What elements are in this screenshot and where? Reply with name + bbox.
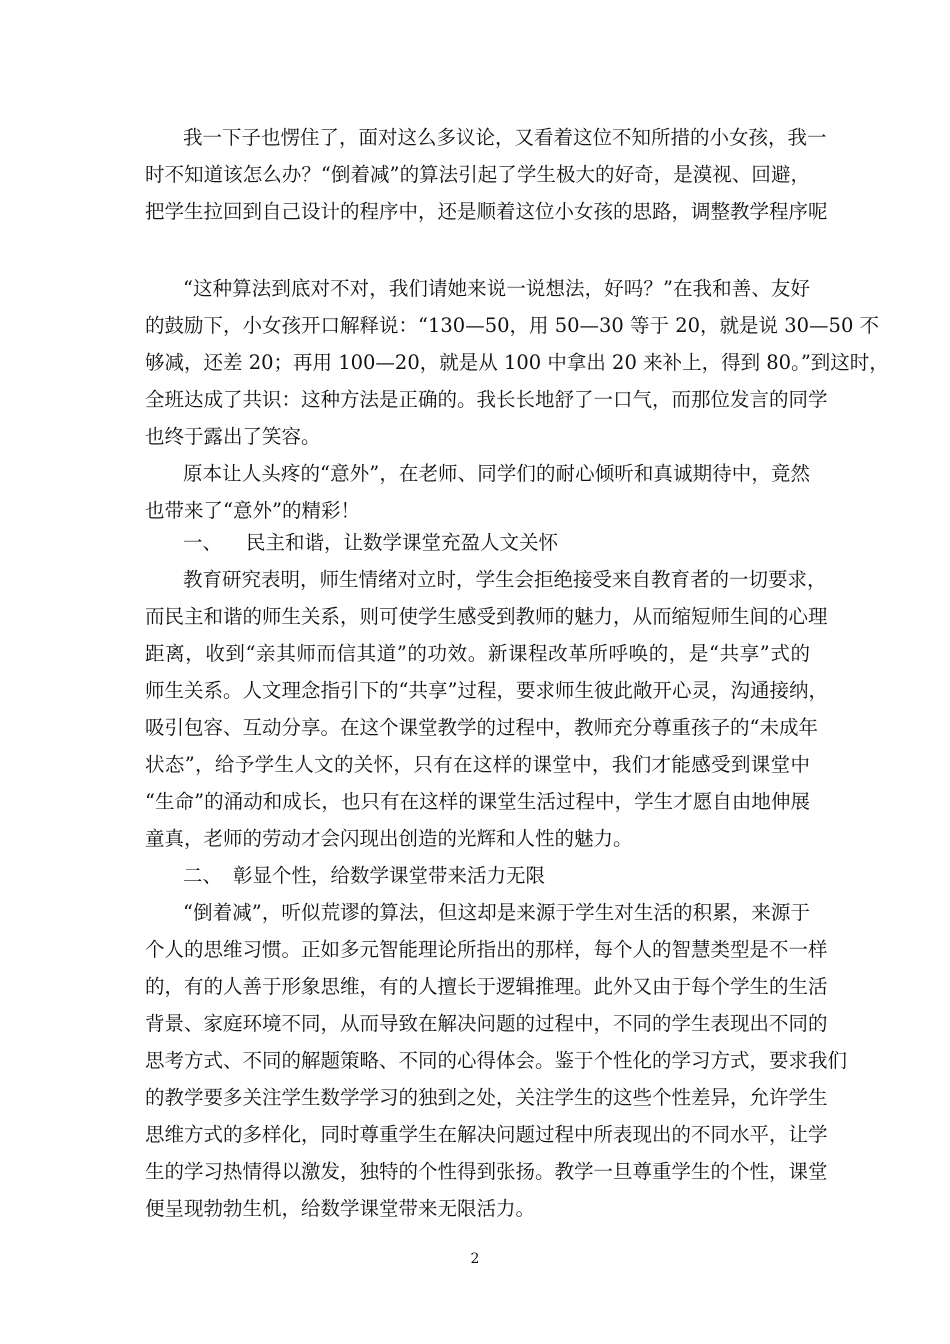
paragraph-3-line-2: 也带来了“意外”的精彩！ <box>145 499 360 522</box>
paragraph-4-line-2: 而民主和谐的师生关系，则可使学生感受到教师的魅力，从而缩短师生间的心理 <box>145 605 828 628</box>
paragraph-5-line-9: 便呈现勃勃生机，给数学课堂带来无限活力。 <box>145 1197 536 1220</box>
paragraph-2-line-1: “这种算法到底对不对，我们请她来说一说想法，好吗？”在我和善、友好 <box>183 277 810 300</box>
paragraph-5-line-3: 的，有的人善于形象思维，有的人擅长于逻辑推理。此外又由于每个学生的生活 <box>145 975 828 998</box>
paragraph-5-line-4: 背景、家庭环境不同，从而导致在解决问题的过程中，不同的学生表现出不同的 <box>145 1012 828 1035</box>
paragraph-4-line-5: 吸引包容、互动分享。在这个课堂教学的过程中，教师充分尊重孩子的“未成年 <box>145 716 818 739</box>
paragraph-5-line-8: 生的学习热情得以激发，独特的个性得到张扬。教学一旦尊重学生的个性，课堂 <box>145 1160 828 1183</box>
paragraph-1-line-3: 把学生拉回到自己设计的程序中，还是顺着这位小女孩的思路，调整教学程序呢 <box>145 200 828 223</box>
paragraph-5-line-6: 的教学要多关注学生数学学习的独到之处，关注学生的这些个性差异，允许学生 <box>145 1086 828 1109</box>
paragraph-4-line-4: 师生关系。人文理念指引下的“共享”过程，要求师生彼此敞开心灵，沟通接纳， <box>145 679 828 702</box>
section-1-number: 一、 <box>183 531 223 554</box>
section-1-heading: 民主和谐，让数学课堂充盈人文关怀 <box>246 531 559 554</box>
paragraph-4-line-7: “生命”的涌动和成长，也只有在这样的课堂生活过程中，学生才愿自由地伸展 <box>145 790 810 813</box>
paragraph-4-line-1: 教育研究表明，师生情绪对立时，学生会拒绝接受来自教育者的一切要求， <box>183 568 827 591</box>
paragraph-2-line-5: 也终于露出了笑容。 <box>145 425 321 448</box>
paragraph-4-line-6: 状态”，给予学生人文的关怀，只有在这样的课堂中，我们才能感受到课堂中 <box>145 753 810 776</box>
section-2-number: 二、 <box>183 864 223 887</box>
section-2-heading: 彰显个性，给数学课堂带来活力无限 <box>233 864 546 887</box>
paragraph-4-line-3: 距离，收到“亲其师而信其道”的功效。新课程改革所呼唤的，是“共享”式的 <box>145 642 810 665</box>
paragraph-1-line-1: 我一下子也愣住了，面对这么多议论，又看着这位不知所措的小女孩，我一 <box>183 126 827 149</box>
paragraph-1-line-2: 时不知道该怎么办？“倒着减”的算法引起了学生极大的好奇，是漠视、回避， <box>145 163 810 186</box>
paragraph-5-line-7: 思维方式的多样化，同时尊重学生在解决问题过程中所表现出的不同水平，让学 <box>145 1123 828 1146</box>
paragraph-5-line-2: 个人的思维习惯。正如多元智能理论所指出的那样，每个人的智慧类型是不一样 <box>145 938 828 961</box>
paragraph-5-line-5: 思考方式、不同的解题策略、不同的心得体会。鉴于个性化的学习方式，要求我们 <box>145 1049 848 1072</box>
paragraph-2-line-4: 全班达成了共识：这种方法是正确的。我长长地舒了一口气，而那位发言的同学 <box>145 388 828 411</box>
paragraph-2-line-3: 够减，还差 20；再用 100—20，就是从 100 中拿出 20 来补上，得到 80。”到这时， <box>145 351 889 374</box>
paragraph-3-line-1: 原本让人头疼的“意外”，在老师、同学们的耐心倾听和真诚期待中，竟然 <box>183 462 810 485</box>
paragraph-2-line-2: 的鼓励下，小女孩开口解释说：“130—50，用 50—30 等于 20，就是说 30—50 不 <box>145 314 880 337</box>
paragraph-5-line-1: “倒着减”，听似荒谬的算法，但这却是来源于学生对生活的积累，来源于 <box>183 901 810 924</box>
paragraph-4-line-8: 童真，老师的劳动才会闪现出创造的光辉和人性的魅力。 <box>145 827 633 850</box>
page-number: 2 <box>470 1251 480 1267</box>
